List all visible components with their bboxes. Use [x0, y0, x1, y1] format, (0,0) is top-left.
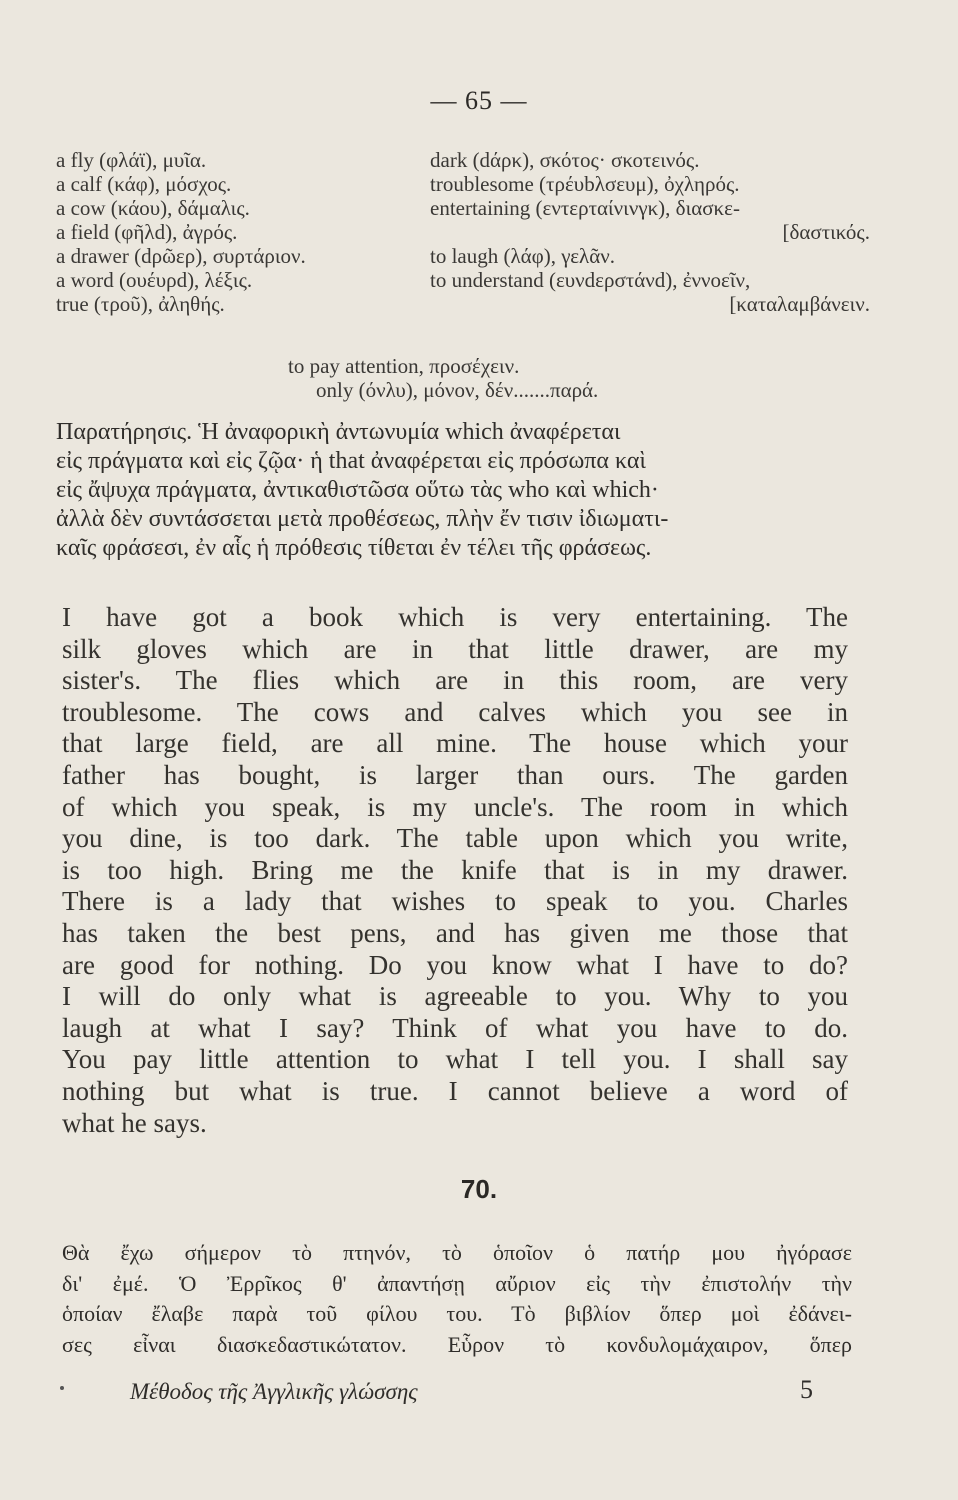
footer-dot — [60, 1386, 64, 1390]
greek-line: Θὰ ἔχω σήμερον τὸ πτηνόν, τὸ ὁποῖον ὁ πατήρ μου ἠγόρασε — [62, 1240, 852, 1265]
exercise-line: father has bought, is larger than ours. The garden — [62, 759, 848, 790]
exercise-line: what he says. — [62, 1107, 207, 1138]
vocab-entry: entertaining (εντερταίνινγκ), διασκε- — [430, 196, 740, 220]
vocab-entry: to pay attention, προσέχειν. — [288, 354, 520, 378]
section-heading: 70. — [460, 1174, 498, 1204]
vocabulary-list-left — [56, 148, 416, 316]
exercise-line: of which you speak, is my uncle's. The room in which — [62, 791, 848, 822]
vocab-entry: dark (dάρκ), σκότος· σκοτεινός. — [430, 148, 700, 172]
exercise-line: There is a lady that wishes to speak to you. Charles — [62, 886, 848, 917]
greek-line: ὁποίαν ἔλαβε παρὰ τοῦ φίλου του. Τὸ βιβλίον ὅπερ μοὶ ἐδάνει- — [62, 1301, 852, 1327]
note-line: Παρατήρησις. Ἡ ἀναφορικὴ ἀντωνυμία which ἀναφέρεται — [56, 419, 621, 445]
vocab-entry: a field (φῆλd), ἀγρός. — [56, 220, 238, 244]
vocab-entry: a cow (κάου), δάμαλις. — [56, 196, 250, 220]
exercise-line: silk gloves which are in that little drawer, are my — [62, 633, 848, 664]
exercise-line: I have got a book which is very entertaining. The — [62, 602, 848, 632]
footer-signature-mark: 5 — [800, 1375, 813, 1404]
greek-exercise-paragraph — [62, 1238, 852, 1361]
vocab-entry-continuation: [δαστικός. — [782, 220, 870, 244]
note-line: εἰς ἄψυχα πράγματα, ἀντικαθιστῶσα οὕτω τὰς who καὶ which· — [56, 477, 659, 503]
exercise-line: troublesome. The cows and calves which you see in — [62, 696, 848, 727]
greek-line: δι' ἐμέ. Ὁ Ἐρρῖκος θ' ἀπαντήσῃ αὔριον εἰς τὴν ἐπιστολήν τὴν — [62, 1270, 852, 1296]
exercise-line: is too high. Bring me the knife that is in my drawer. — [62, 854, 848, 885]
vocab-entry: to understand (ευνdερστάνd), ἐννοεῖν, — [430, 268, 751, 292]
english-exercise-paragraph — [62, 602, 848, 1139]
vocab-entry: only (όνλυ), μόνον, δέν.......παρά. — [316, 378, 599, 402]
vocab-entry: to laugh (λάφ), γελᾶν. — [430, 244, 615, 268]
exercise-line: are good for nothing. Do you know what I have to do? — [62, 949, 848, 980]
vocab-entry: troublesome (τρέυbλσευμ), ὀχληρός. — [430, 172, 740, 196]
vocab-entry: a drawer (dρῶερ), συρτάριον. — [56, 244, 306, 268]
exercise-line: I will do only what is agreeable to you. Why to you — [62, 981, 848, 1012]
exercise-line: sister's. The flies which are in this room, are very — [62, 665, 848, 696]
exercise-line: you dine, is too dark. The table upon which you write, — [62, 823, 848, 854]
grammar-note — [56, 418, 846, 563]
vocab-entry-continuation: [καταλαμβάνειν. — [729, 292, 870, 316]
note-line: ἀλλὰ δὲν συντάσσεται μετὰ προθέσεως, πλὴν ἔν τισιν ἰδιωματι- — [56, 506, 669, 532]
exercise-line: You pay little attention to what I tell you. I shall say — [62, 1044, 848, 1075]
greek-line: σες εἶναι διασκεδαστικώτατον. Εὗρον τὸ κονδυλομάχαιρον, ὅπερ — [62, 1332, 852, 1358]
vocabulary-list-center — [288, 354, 848, 402]
page-number: — 65 — — [430, 86, 528, 115]
footer-book-title: Μέθοδος τῆς Ἀγγλικῆς γλώσσης — [130, 1379, 418, 1404]
exercise-line: laugh at what I say? Think of what you have to do. — [62, 1012, 848, 1043]
vocab-entry: true (τρoῦ), ἀληθής. — [56, 292, 225, 316]
exercise-line: has taken the best pens, and has given me those that — [62, 917, 848, 948]
vocab-entry: a word (ουέυρd), λέξις. — [56, 268, 253, 292]
exercise-line: that large field, are all mine. The house which your — [62, 728, 848, 759]
note-line: εἰς πράγματα καὶ εἰς ζῷα· ἡ that ἀναφέρεται εἰς πρόσωπα καὶ — [56, 448, 646, 474]
vocab-entry: a calf (κάφ), μόσχος. — [56, 172, 232, 196]
exercise-line: nothing but what is true. I cannot believe a word of — [62, 1075, 848, 1106]
vocab-entry: a fly (φλάϊ), μυῖα. — [56, 148, 207, 172]
note-line: καῖς φράσεσι, ἐν αἷς ἡ πρόθεσις τίθεται ἐν τέλει τῆς φράσεως. — [56, 535, 652, 561]
vocabulary-list-right — [430, 148, 870, 316]
